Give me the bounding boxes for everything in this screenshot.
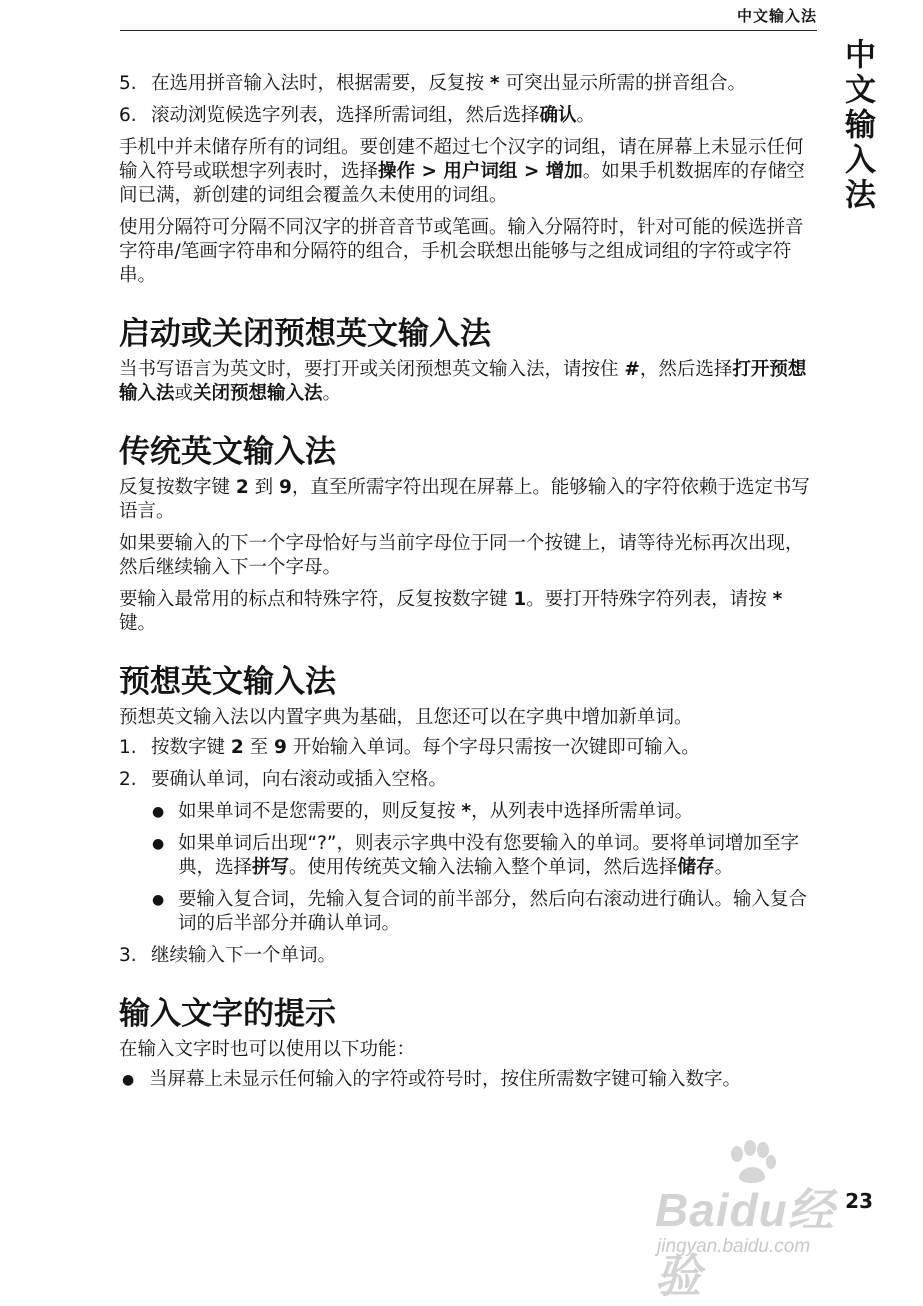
section-heading-predictive-toggle: 启动或关闭预想英文输入法 [119, 316, 491, 352]
header-title: 中文输入法 [736, 7, 817, 25]
step-5 [119, 72, 819, 96]
paragraph-text: 或 [174, 383, 194, 404]
bullet-text: 要输入复合词，先输入复合词的前半部分，然后向右滚动进行确认。输入复合词的后半部分并确认单词。 [178, 889, 808, 934]
bullet-icon: ● [152, 892, 165, 908]
step-text: 滚动浏览候选字列表，选择所需词组，然后选择 [151, 105, 540, 126]
bullet-text: 。 [714, 857, 734, 878]
predictive-bullet-3 [119, 888, 819, 936]
option-confirm: 确认 [539, 105, 577, 126]
key-hash: # [624, 359, 640, 380]
key-2: 2 [230, 737, 244, 758]
bullet-text: 当屏幕上未显示任何输入的字符或符号时，按住所需数字键可输入数字。 [149, 1069, 742, 1090]
step-text: 可突出显示所需的拼音组合。 [499, 73, 746, 94]
paragraph-text: 要输入最常用的标点和特殊字符，反复按数字键 [119, 589, 514, 610]
key-2: 2 [235, 477, 249, 498]
paragraph-predictive-intro: 预想英文输入法以内置字典为基础，且您还可以在字典中增加新单词。 [119, 707, 693, 728]
paragraph-text: ，然后选择 [639, 359, 733, 380]
step-text: 继续输入下一个单词。 [151, 945, 337, 966]
predictive-step-1 [119, 736, 819, 760]
side-tab: 中文输入法 [839, 38, 875, 213]
header-rule [120, 30, 817, 31]
paragraph-text: 当书写语言为英文时，要打开或关闭预想英文输入法，请按住 [119, 359, 625, 380]
predictive-bullet-1 [119, 800, 819, 824]
paragraph-predictive-toggle [119, 358, 819, 406]
bullet-icon: ● [122, 1072, 135, 1088]
section-heading-tips: 输入文字的提示 [119, 996, 336, 1032]
step-number: 2. [119, 769, 137, 790]
paragraph-text: 反复按数字键 [119, 477, 236, 498]
paragraph-text: ，直至所需字符出现在屏幕上。能够输入的字符依赖于选定书写语言。 [119, 477, 810, 522]
key-star: * [772, 589, 783, 610]
section-heading-predictive: 预想英文输入法 [119, 664, 336, 700]
paragraph-text: 。 [322, 383, 342, 404]
paragraph-user-phrases [119, 136, 819, 208]
step-number: 5. [119, 73, 137, 94]
step-text: 。 [576, 105, 596, 126]
key-star: * [489, 73, 500, 94]
tips-bullet-1 [119, 1068, 819, 1092]
step-text: 要确认单词，向右滚动或插入空格。 [151, 769, 448, 790]
page-content [119, 72, 819, 1100]
bullet-icon: ● [152, 804, 165, 820]
bullet-icon: ● [152, 836, 165, 852]
key-star: * [461, 801, 472, 822]
section-heading-traditional: 传统英文输入法 [119, 434, 336, 470]
key-9: 9 [279, 477, 292, 498]
paragraph-text: 。如果手机数据库的存储空间已满，新创建的词组会覆盖久未使用的词组。 [119, 161, 805, 206]
step-text: 在选用拼音输入法时，根据需要，反复按 [151, 73, 490, 94]
key-9: 9 [274, 737, 287, 758]
paragraph-text: 键。 [119, 613, 157, 634]
option-save: 储存 [677, 857, 715, 878]
option-spell: 拼写 [252, 857, 290, 878]
paragraph-traditional-2: 如果要输入的下一个字母恰好与当前字母位于同一个按键上，请等待光标再次出现，然后继续输入下一个字母。 [119, 533, 804, 578]
predictive-step-3 [119, 944, 819, 968]
paragraph-traditional-1 [119, 476, 819, 524]
menu-path: 操作 > 用户词组 > 增加 [378, 161, 583, 182]
predictive-bullet-2 [119, 832, 819, 880]
step-text: 按数字键 [151, 737, 231, 758]
bullet-text: 如果单词后出现“?”，则表示字典中没有您要输入的单词。要将单词增加至字典，选择 [178, 833, 799, 878]
option-predictive-on: 打开预想输入法 [119, 359, 807, 404]
paragraph-separator: 使用分隔符可分隔不同汉字的拼音音节或笔画。输入分隔符时，针对可能的候选拼音字符串/笔画字符串和分隔符的组合，手机会联想出能够与之组成词组的字符或字符串。 [119, 217, 804, 286]
page-number: 23 [845, 1189, 873, 1213]
paragraph-text: 到 [248, 477, 280, 498]
paragraph-tips-intro: 在输入文字时也可以使用以下功能： [119, 1039, 416, 1060]
bullet-text: ，从列表中选择所需单词。 [471, 801, 694, 822]
step-number: 3. [119, 945, 137, 966]
paragraph-text: 。要打开特殊字符列表，请按 [526, 589, 773, 610]
paragraph-traditional-3 [119, 588, 819, 636]
option-predictive-off: 关闭预想输入法 [193, 383, 323, 404]
baidu-watermark [655, 1138, 855, 1302]
bullet-text: 如果单词不是您需要的，则反复按 [178, 801, 462, 822]
bullet-text: 。使用传统英文输入法输入整个单词，然后选择 [289, 857, 678, 878]
step-6 [119, 104, 819, 128]
step-number: 6. [119, 105, 137, 126]
step-text: 开始输入单词。每个字母只需按一次键即可输入。 [286, 737, 700, 758]
step-text: 至 [243, 737, 275, 758]
watermark-url: jingyan.baidu.com [657, 1236, 811, 1257]
step-number: 1. [119, 737, 137, 758]
watermark-brand: Baidu经验 [655, 1184, 835, 1302]
predictive-step-2 [119, 768, 819, 792]
key-1: 1 [513, 589, 527, 610]
paragraph-text: 手机中并未储存所有的词组。要创建不超过七个汉字的词组，请在屏幕上未显示任何输入符号或联想字列表时，选择 [119, 137, 804, 182]
